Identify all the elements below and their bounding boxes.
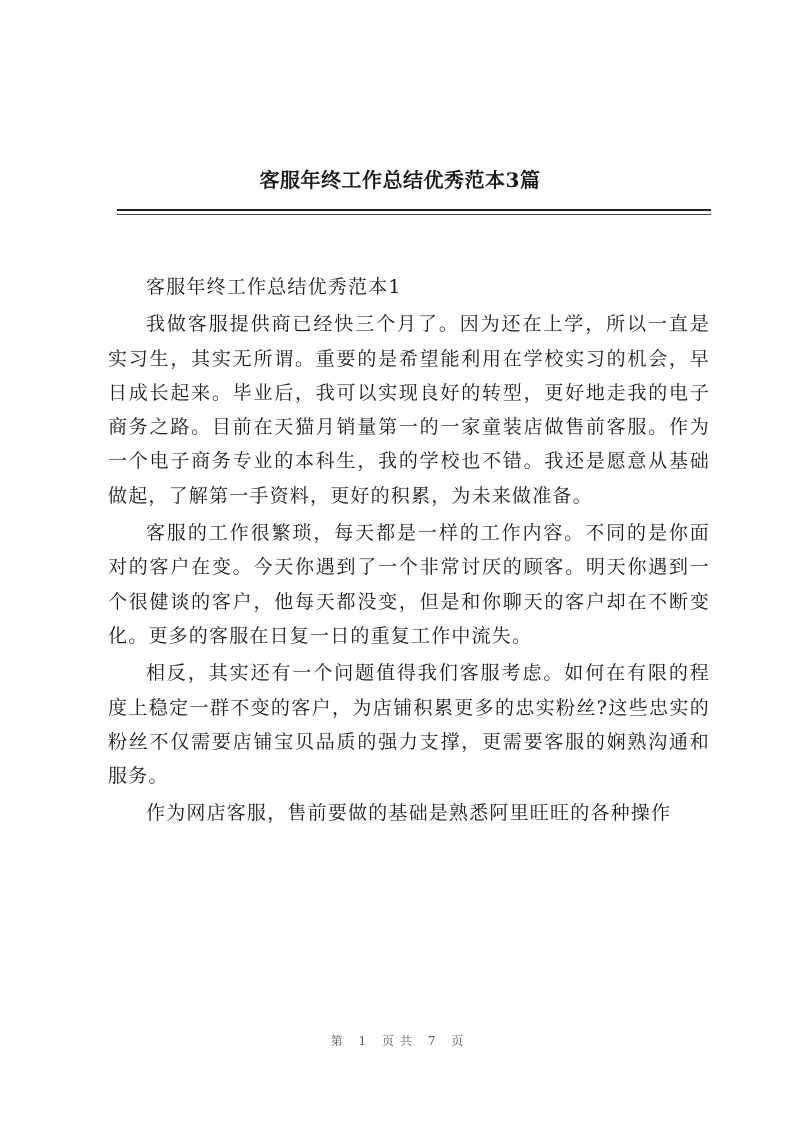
paragraph: 相反，其实还有一个问题值得我们客服考虑。如何在有限的程度上稳定一群不变的客户，为店铺积累更多的忠实粉丝?这些忠实的粉丝不仅需要店铺宝贝品质的强力支撑，更需要客服的娴熟沟通和服务。 — [108, 662, 710, 788]
paragraph: 客服的工作很繁琐，每天都是一样的工作内容。不同的是你面对的客户在变。今天你遇到了一个非常讨厌的顾客。明天你遇到一个很健谈的客户，他每天都没变，但是和你聊天的客户却在不断变化。更多的客服在日复一日的重复工作中流失。 — [108, 522, 710, 647]
page-number-footer: 第 1 页共 7 页 — [330, 1034, 470, 1048]
document-title: 客服年终工作总结优秀范本3篇 — [259, 168, 541, 192]
paragraph: 作为网店客服，售前要做的基础是熟悉阿里旺旺的各种操作 — [146, 802, 672, 825]
paragraph: 我做客服提供商已经快三个月了。因为还在上学，所以一直是实习生，其实无所谓。重要的是希望能利用在学校实习的机会，早日成长起来。毕业后，我可以实现良好的转型，更好地走我的电子商务之路。目前在天猫月销量第一的一家童装店做售前客服。作为一个电子商务专业的本科生，我的学校也不错。我还是愿意从基础做起，了解第一手资料，更好的积累，为未来做准备。 — [108, 313, 710, 507]
title-underline — [117, 209, 711, 211]
section-heading: 客服年终工作总结优秀范本1 — [146, 276, 402, 298]
title-underline-thin — [117, 214, 711, 215]
document-body — [108, 270, 710, 834]
